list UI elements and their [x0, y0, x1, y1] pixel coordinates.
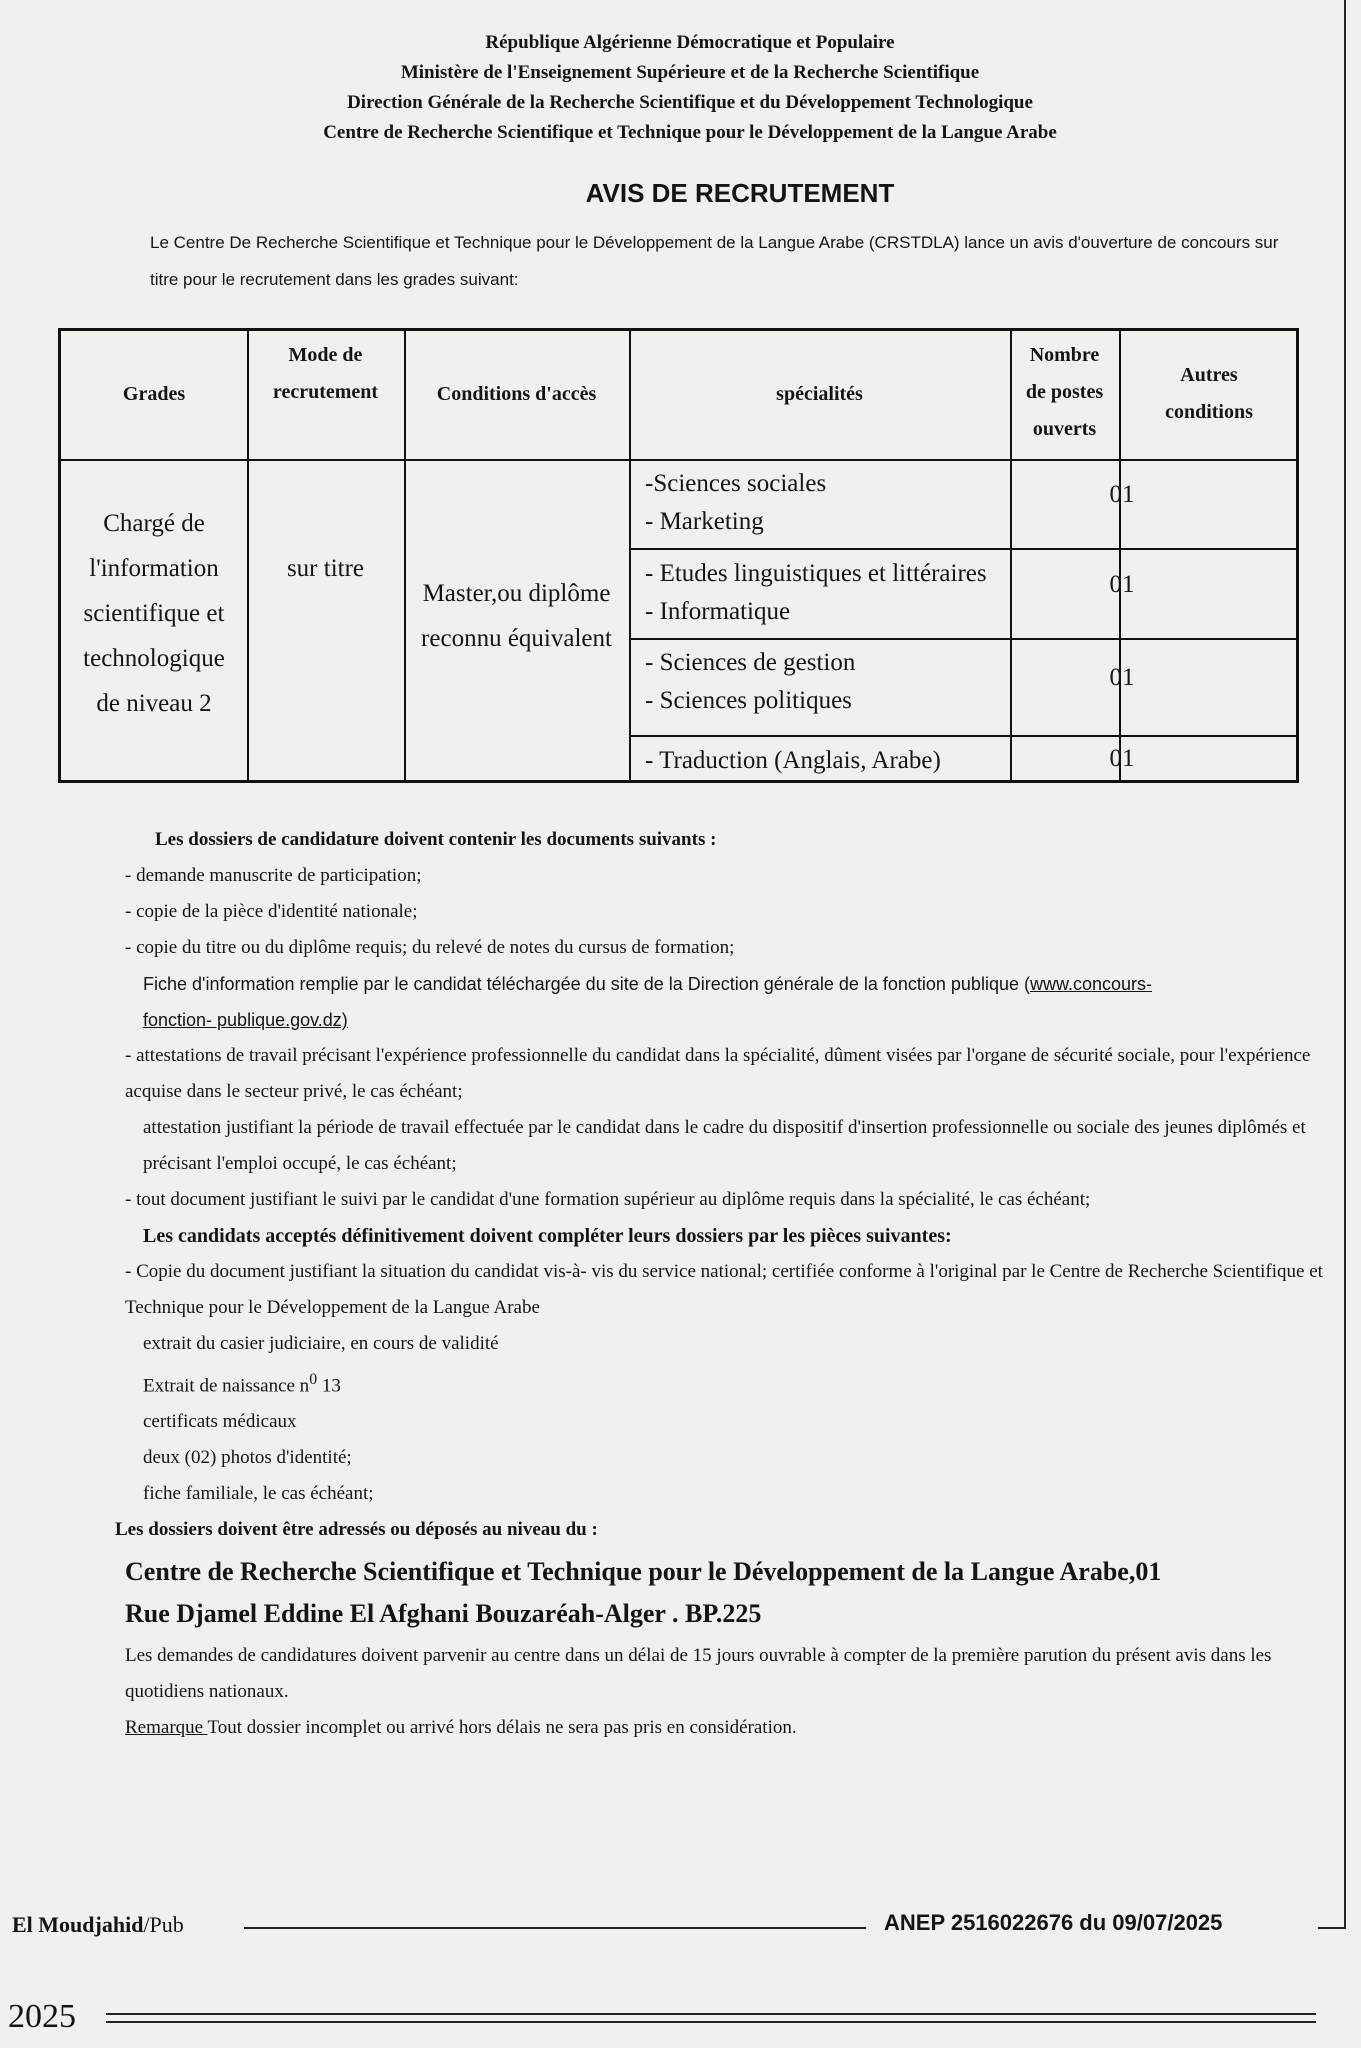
table-row-divider	[629, 735, 1296, 737]
header-conditions: Conditions d'accès	[436, 383, 597, 405]
grade-cell	[61, 501, 247, 726]
condition-line: reconnu équivalent	[421, 625, 612, 652]
mode-cell: sur titre	[286, 555, 365, 582]
header-line-republic: République Algérienne Démocratique et Populaire	[485, 32, 895, 53]
specialty-row-3	[645, 644, 855, 720]
intro-paragraph: Le Centre De Recherche Scientifique et Technique pour le Développement de la Langue Arabe (CRSTDLA) lance un avis d'ouverture de concours sur titre pour le recrutement dans les grades suivant:	[150, 233, 1279, 289]
condition-cell	[404, 571, 629, 661]
grade-line: technologique	[83, 645, 225, 672]
fiche-line	[125, 966, 1325, 1038]
header-mode-line: Mode de	[288, 344, 363, 366]
header-mode	[247, 337, 404, 411]
header-nombre-line: de postes	[1025, 381, 1104, 403]
document-item: attestation justifiant la période de travail effectuée par le candidat dans le cadre du dispositif d'insertion professionnelle ou sociale des jeunes diplômés et précisant l'emploi occupé, le cas échéant;	[143, 1117, 1306, 1174]
specialty-line: - Informatique	[645, 598, 791, 625]
specialty-row-1	[645, 465, 826, 541]
accepted-item: extrait du casier judiciaire, en cours de validité	[143, 1333, 499, 1354]
header-specialites: spécialités	[776, 383, 863, 405]
count-row-1: 01	[1109, 481, 1135, 508]
accepted-item	[125, 1362, 1325, 1404]
document-item: - copie de la pièce d'identité nationale;	[125, 901, 418, 922]
header-grades: Grades	[122, 383, 186, 405]
bottom-double-rule	[106, 2013, 1316, 2023]
header-autres	[1119, 357, 1299, 431]
header-nombre-line: Nombre	[1029, 344, 1100, 366]
fiche-text: Fiche d'information remplie par le candidat téléchargée du site de la Direction générale de la fonction publique (	[143, 974, 1030, 994]
page-title: AVIS DE RECRUTEMENT	[585, 178, 895, 208]
count-row-4: 01	[1109, 745, 1135, 772]
document-item: - demande manuscrite de participation;	[125, 865, 422, 886]
birth-extract-num: 13	[317, 1375, 341, 1397]
specialty-line: -Sciences sociales	[645, 470, 827, 497]
footer-publication	[12, 1912, 184, 1938]
accepted-item: certificats médicaux	[143, 1411, 297, 1433]
accepted-item: fiche familiale, le cas échéant;	[143, 1483, 374, 1505]
header-mode-line: recrutement	[272, 381, 379, 403]
year-label: 2025	[8, 1998, 76, 2035]
header-nombre-line: ouverts	[1032, 418, 1097, 440]
header-nombre	[1010, 337, 1119, 448]
publication-pub: /Pub	[143, 1912, 184, 1937]
table-row-divider	[629, 548, 1296, 550]
grade-line: Chargé de	[103, 510, 205, 537]
table-row-divider	[629, 638, 1296, 640]
document-item: - tout document justifiant le suivi par le candidat d'une formation supérieur au diplôme requis dans la spécialité, le cas échéant;	[125, 1189, 1091, 1210]
header-line-ministry: Ministère de l'Enseignement Supérieure et de la Recherche Scientifique	[400, 62, 980, 83]
specialty-line: - Marketing	[645, 508, 764, 535]
document-item: - copie du titre ou du diplôme requis; du relevé de notes du cursus de formation;	[125, 937, 735, 958]
accepted-item: deux (02) photos d'identité;	[143, 1447, 352, 1469]
accepted-heading: Les candidats acceptés définitivement doivent compléter leurs dossiers par les pièces suivantes:	[143, 1225, 952, 1247]
website-link[interactable]: www.concours-	[1029, 974, 1153, 994]
documents-heading: Les dossiers de candidature doivent contenir les documents suivants :	[155, 829, 717, 850]
table-header-divider	[61, 459, 1296, 461]
count-row-2: 01	[1109, 571, 1135, 598]
remark-line	[125, 1710, 1325, 1746]
condition-line: Master,ou diplôme	[422, 580, 611, 607]
header	[180, 28, 1200, 148]
remark-label: Remarque	[125, 1717, 208, 1739]
specialty-line: - Etudes linguistiques et littéraires	[645, 560, 987, 587]
birth-extract-sup: 0	[309, 1371, 318, 1388]
body-text	[115, 822, 1325, 1746]
anep-reference: ANEP 2516022676 du 09/07/2025	[884, 1910, 1223, 1935]
grade-line: de niveau 2	[96, 690, 212, 717]
header-autres-line: conditions	[1165, 401, 1253, 423]
specialty-line: - Traduction (Anglais, Arabe)	[645, 747, 941, 774]
address-line: Rue Djamel Eddine El Afghani Bouzaréah-Alger . BP.225	[125, 1599, 762, 1629]
remark-text: Tout dossier incomplet ou arrivé hors délais ne sera pas pris en considération.	[207, 1717, 797, 1739]
recruitment-table	[58, 328, 1299, 783]
publication-name: El Moudjahid	[12, 1912, 144, 1937]
specialty-line: - Sciences de gestion	[645, 649, 856, 676]
submission-heading: Les dossiers doivent être adressés ou déposés au niveau du :	[115, 1519, 598, 1541]
grade-line: scientifique et	[83, 600, 225, 627]
header-line-centre: Centre de Recherche Scientifique et Technique pour le Développement de la Langue Arabe	[323, 122, 1057, 143]
specialty-line: - Sciences politiques	[645, 687, 852, 714]
deadline-text: Les demandes de candidatures doivent parvenir au centre dans un délai de 15 jours ouvrable à compter de la première parution du présent avis dans les quotidiens nationaux.	[125, 1645, 1272, 1703]
footer-rule	[244, 1927, 866, 1929]
header-line-direction: Direction Générale de la Recherche Scientifique et du Développement Technologique	[347, 92, 1033, 113]
specialty-row-4	[645, 742, 941, 780]
count-row-3: 01	[1109, 664, 1135, 691]
address-line: Centre de Recherche Scientifique et Technique pour le Développement de la Langue Arabe,01	[125, 1557, 1162, 1587]
specialty-row-2	[645, 555, 987, 631]
accepted-item: - Copie du document justifiant la situation du candidat vis-à- vis du service national; certifiée conforme à l'original par le Centre de Recherche Scientifique et Technique pour le Développement de la Langue Arabe	[125, 1261, 1323, 1318]
header-autres-line: Autres	[1180, 364, 1238, 386]
footer-rule-end	[1318, 1927, 1346, 1929]
birth-extract-text: Extrait de naissance n	[143, 1375, 310, 1397]
document-item: - attestations de travail précisant l'expérience professionnelle du candidat dans la spécialité, dûment visées par l'organe de sécurité sociale, pour l'expérience acquise dans le secteur privé, le cas échéant;	[125, 1045, 1311, 1102]
website-link-cont[interactable]: fonction- publique.gov.dz)	[143, 1010, 348, 1030]
grade-line: l'information	[89, 555, 219, 582]
